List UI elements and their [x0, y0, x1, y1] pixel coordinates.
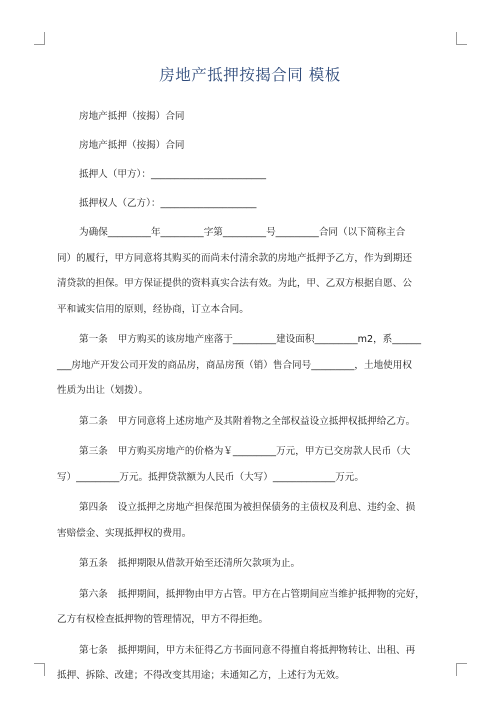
text-line: ___房地产开发公司开发的商品房，商品房预（销）售合同号_________，土地使用权: [57, 359, 412, 371]
article-text: 甲方同意将上述房地产及其附着物之全部权益设立抵押权抵押给乙方。: [117, 415, 416, 427]
text-line: 平和诚实信用的原则，经协商，订立本合同。: [57, 303, 249, 315]
text-line: 性质为出让（划拨）。: [57, 385, 149, 396]
document-title: 房地产抵押按揭合同 模板: [159, 66, 341, 84]
text-line: 清贷款的担保。甲方保证提供的资料真实合法有效。为此，甲、乙双方根据自愿、公: [57, 278, 412, 289]
article-7: [57, 638, 443, 689]
mortgagor-line: 抵押人（甲方）：________________________: [79, 169, 267, 180]
preamble-paragraph: [57, 220, 443, 322]
article-text: 设立抵押之房地产担保范围为被担保债务的主债权及利息、违约金、损: [117, 502, 416, 513]
text-line: [57, 638, 443, 664]
text-line: 害赔偿金、实现抵押权的费用。: [57, 527, 192, 539]
text-line: [57, 495, 443, 521]
article-2: [57, 409, 443, 435]
text-line: 抵押、拆除、改建；不得改变其用途；未通知乙方，上述行为无效。: [57, 670, 345, 681]
contract-name-line: 房地产抵押（按揭）合同: [79, 111, 185, 122]
article-6: [57, 582, 443, 633]
article-5: [57, 551, 443, 577]
article-number: 第一条: [79, 334, 108, 345]
article-number: 第七条: [79, 644, 108, 656]
article-text: 抵押期间，甲方未征得乙方书面同意不得擅自将抵押物转让、出租、再: [117, 644, 416, 656]
article-text: 甲方购买房地产的价格为￥_________万元，甲方已交房款人民币（大: [117, 446, 411, 457]
crop-mark-top-right: [456, 32, 467, 45]
article-1: [57, 327, 443, 404]
article-number: 第五条: [79, 558, 108, 569]
contract-name-line: 房地产抵押（按揭）合同: [79, 140, 185, 151]
text-line: [57, 551, 443, 577]
text-line: 写）_________万元。抵押贷款额为人民币（大写）_____________万元。: [57, 471, 364, 483]
article-text: 抵押期间，抵押物由甲方占管。甲方在占管期间应当维护抵押物的完好，: [117, 588, 425, 600]
crop-mark-top-left: [34, 32, 45, 45]
article-number: 第四条: [79, 502, 108, 513]
text-line: 同）的履行，甲方同意将其购买的而尚未付清余款的房地产抵押予乙方，作为到期还: [57, 252, 412, 264]
crop-mark-bottom-right: [456, 663, 467, 676]
mortgagee-line: 抵押权人（乙方）：____________________: [79, 198, 257, 209]
crop-mark-bottom-left: [34, 663, 45, 676]
article-number: 第六条: [79, 588, 108, 600]
document-body: [57, 104, 443, 694]
article-number: 第二条: [79, 415, 108, 427]
article-3: [57, 439, 443, 490]
text-line: [57, 327, 443, 353]
text-line: [57, 582, 443, 608]
article-number: 第三条: [79, 446, 108, 457]
text-line: 为确保_________年_________字第_________号_________合同（以下简称主合: [79, 227, 406, 238]
text-line: 乙方有权检查抵押物的管理情况，甲方不得拒绝。: [57, 614, 269, 625]
text-line: [57, 439, 443, 465]
article-text: 抵押期限从借款开始至还清所欠款项为止。: [117, 558, 301, 569]
article-4: [57, 495, 443, 546]
text-line: [57, 409, 443, 435]
article-text: 甲方购买的该房地产座落于_________建设面积_________m2，系______: [117, 334, 422, 345]
